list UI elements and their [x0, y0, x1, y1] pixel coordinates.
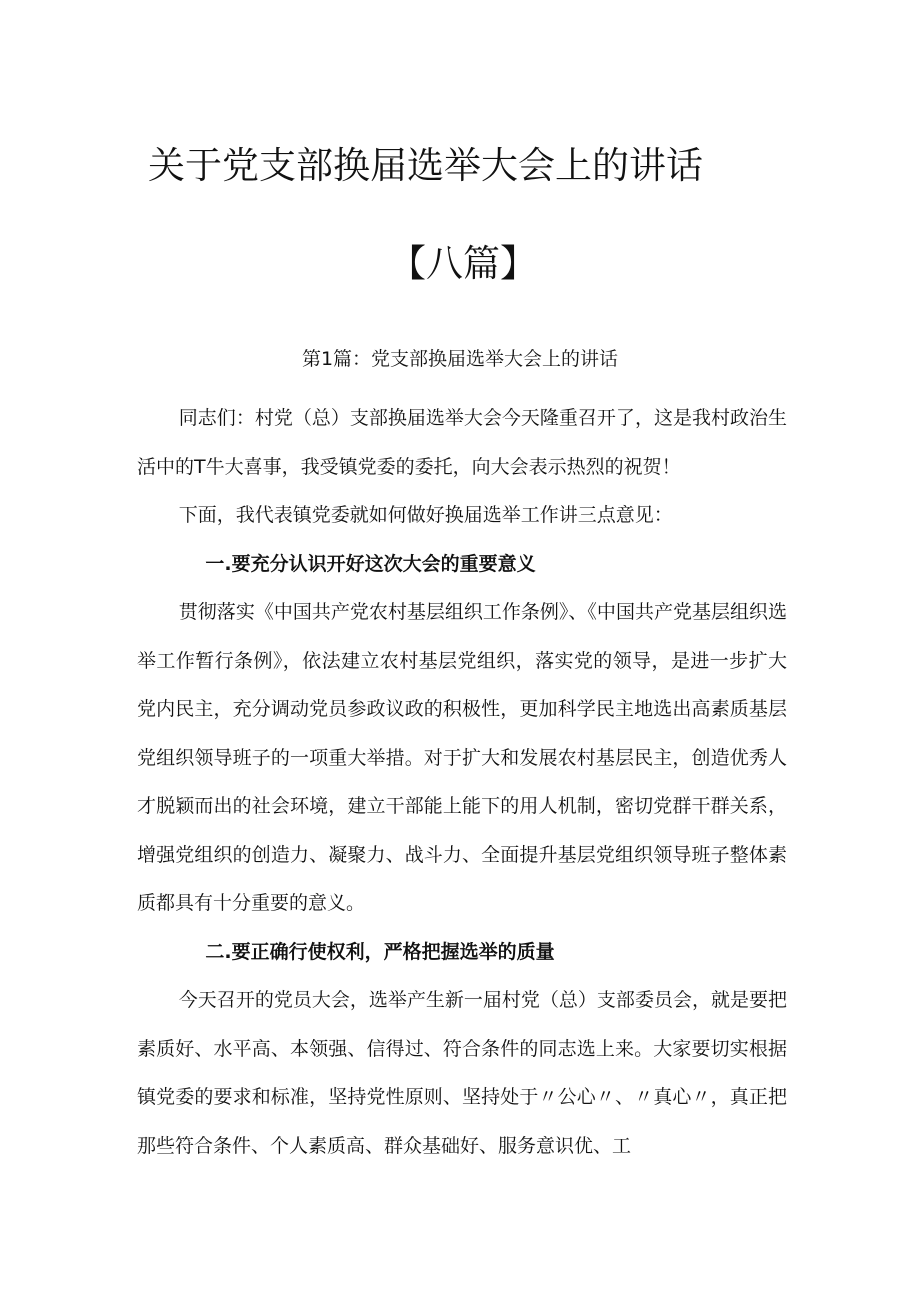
document-title: 关于党支部换届选举大会上的讲话: [148, 144, 703, 187]
chapter-heading: 第1篇：党支部换届选举大会上的讲话: [301, 348, 619, 370]
section-heading-2: 二.要正确行使权利，严格把握选举的质量: [205, 940, 555, 963]
paragraph-greeting: 同志们：村党（总）支部换届选举大会今天隆重召开了，这是我村政治生活中的T牛大喜事，我受镇党委的委托，向大会表示热烈的祝贺！: [137, 407, 787, 478]
document-subtitle: 【八篇】: [389, 242, 537, 285]
paragraph-intro: 下面，我代表镇党委就如何做好换届选举工作讲三点意见：: [178, 504, 673, 526]
section-1-paragraph: 贯彻落实《中国共产党农村基层组织工作条例》、《中国共产党基层组织选举工作暂行条例》，依法建立农村基层党组织，落实党的领导，是进一步扩大党内民主，充分调动党员参政议政的积极性，更加科学民主地选出高素质基层党组织领导班子的一项重大举措。对于扩大和发展农村基层民主，创造优秀人才脱颖而出的社会环境，建立干部能上能下的用人机制，密切党群干群关系，增强党组织的创造力、凝聚力、战斗力、全面提升基层党组织领导班子整体素质都具有十分重要的意义。: [137, 601, 787, 914]
document-body: [137, 394, 787, 1170]
section-2-paragraph: 今天召开的党员大会，选举产生新一届村党（总）支部委员会，就是要把素质好、水平高、本领强、信得过、符合条件的同志选上来。大家要切实根据镇党委的要求和标准，坚持党性原则、坚持处于〃公心〃、〃真心〃，真正把那些符合条件、个人素质高、群众基础好、服务意识优、工: [137, 989, 787, 1157]
section-heading-1: 一.要充分认识开好这次大会的重要意义: [205, 552, 536, 575]
